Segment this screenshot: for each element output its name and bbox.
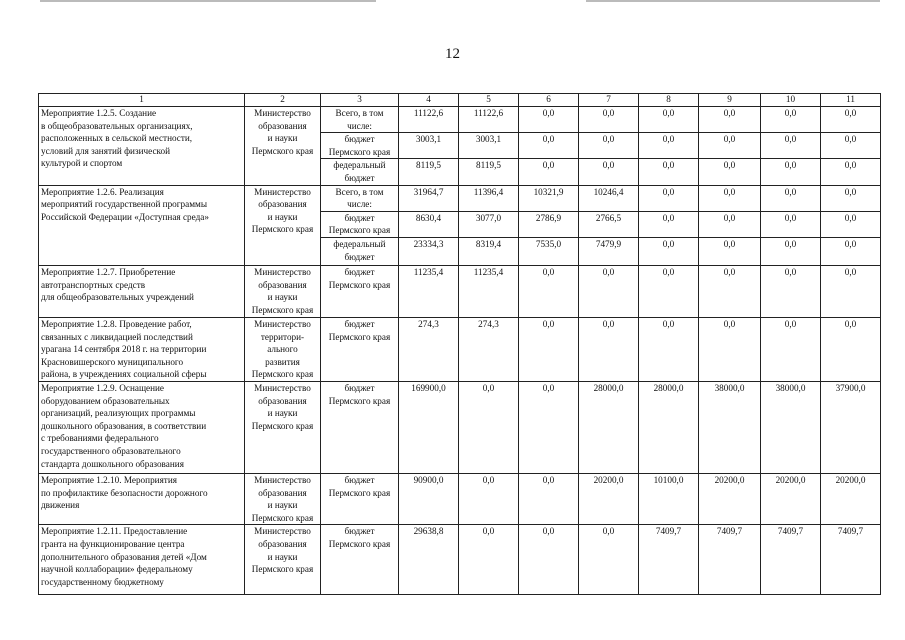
amount-cell: 20200,0: [761, 473, 821, 524]
table-row: [39, 107, 881, 133]
amount-cell: 0,0: [519, 107, 579, 133]
amount-cell: 0,0: [519, 133, 579, 159]
column-number-row: [39, 94, 881, 107]
amount-cell: 0,0: [821, 237, 881, 265]
amount-cell: 0,0: [699, 107, 761, 133]
column-header: 3: [321, 94, 399, 107]
executor: Министерство образования и науки Пермского края: [245, 107, 321, 186]
column-header: 11: [821, 94, 881, 107]
amount-cell: 0,0: [639, 159, 699, 185]
measure-name: Мероприятие 1.2.8. Проведение работ, связанных с ликвидацией последствий урагана 14 сентября 2018 г. на территории Красновишерского муниципального района, в учреждениях социальной сферы: [39, 317, 245, 381]
column-header: 7: [579, 94, 639, 107]
amount-cell: 0,0: [821, 159, 881, 185]
measure-name: Мероприятие 1.2.10. Мероприятия по профилактике безопасности дорожного движения: [39, 473, 245, 524]
amount-cell: 0,0: [639, 185, 699, 211]
executor: Министерство территори- ального развития Пермского края: [245, 317, 321, 381]
amount-cell: 11122,6: [459, 107, 519, 133]
amount-cell: 0,0: [699, 237, 761, 265]
amount-cell: 0,0: [761, 159, 821, 185]
amount-cell: 0,0: [761, 237, 821, 265]
table-row: [39, 317, 881, 381]
amount-cell: 11122,6: [399, 107, 459, 133]
amount-cell: 29638,8: [399, 525, 459, 595]
amount-cell: 0,0: [519, 317, 579, 381]
amount-cell: 0,0: [519, 473, 579, 524]
column-header: 5: [459, 94, 519, 107]
amount-cell: 0,0: [821, 107, 881, 133]
amount-cell: 8319,4: [459, 237, 519, 265]
table-row: [39, 525, 881, 595]
funding-source: Всего, в том числе:: [321, 107, 399, 133]
amount-cell: 2786,9: [519, 211, 579, 237]
column-header: 6: [519, 94, 579, 107]
amount-cell: 28000,0: [639, 381, 699, 473]
amount-cell: 0,0: [519, 265, 579, 317]
amount-cell: 0,0: [639, 107, 699, 133]
amount-cell: 20200,0: [699, 473, 761, 524]
amount-cell: 11235,4: [399, 265, 459, 317]
amount-cell: 3003,1: [459, 133, 519, 159]
executor: Министерство образования и науки Пермского края: [245, 185, 321, 265]
funding-source: бюджет Пермского края: [321, 211, 399, 237]
amount-cell: 0,0: [699, 133, 761, 159]
column-header: 9: [699, 94, 761, 107]
measure-name: Мероприятие 1.2.5. Создание в общеобразовательных организациях, расположенных в сельской местности, условий для занятий физической культурой и спортом: [39, 107, 245, 186]
column-header: 4: [399, 94, 459, 107]
amount-cell: 0,0: [761, 185, 821, 211]
funding-source: бюджет Пермского края: [321, 317, 399, 381]
amount-cell: 0,0: [761, 107, 821, 133]
amount-cell: 0,0: [821, 185, 881, 211]
amount-cell: 10246,4: [579, 185, 639, 211]
executor: Министерство образования и науки Пермского края: [245, 525, 321, 595]
amount-cell: 7535,0: [519, 237, 579, 265]
amount-cell: 0,0: [699, 185, 761, 211]
amount-cell: 0,0: [821, 317, 881, 381]
amount-cell: 37900,0: [821, 381, 881, 473]
measure-name: Мероприятие 1.2.11. Предоставление гранта на функционирование центра дополнительного образования детей «Дом научной коллаборации» федеральному государственному бюджетному: [39, 525, 245, 595]
scan-artifact-top: [40, 0, 880, 2]
amount-cell: 274,3: [459, 317, 519, 381]
amount-cell: 11396,4: [459, 185, 519, 211]
amount-cell: 0,0: [821, 133, 881, 159]
amount-cell: 0,0: [579, 265, 639, 317]
column-header: 2: [245, 94, 321, 107]
amount-cell: 20200,0: [579, 473, 639, 524]
amount-cell: 0,0: [579, 159, 639, 185]
amount-cell: 10321,9: [519, 185, 579, 211]
column-header: 8: [639, 94, 699, 107]
amount-cell: 0,0: [579, 107, 639, 133]
amount-cell: 0,0: [639, 211, 699, 237]
amount-cell: 0,0: [519, 159, 579, 185]
amount-cell: 169900,0: [399, 381, 459, 473]
funding-source: бюджет Пермского края: [321, 525, 399, 595]
amount-cell: 0,0: [579, 317, 639, 381]
funding-table: [38, 93, 881, 595]
amount-cell: 7409,7: [699, 525, 761, 595]
amount-cell: 0,0: [579, 133, 639, 159]
amount-cell: 0,0: [579, 525, 639, 595]
amount-cell: 38000,0: [761, 381, 821, 473]
amount-cell: 31964,7: [399, 185, 459, 211]
executor: Министерство образования и науки Пермского края: [245, 265, 321, 317]
amount-cell: 0,0: [519, 525, 579, 595]
measure-name: Мероприятие 1.2.6. Реализация мероприятий государственной программы Российской Федерации «Доступная среда»: [39, 185, 245, 265]
table-row: [39, 265, 881, 317]
measure-name: Мероприятие 1.2.9. Оснащение оборудованием образовательных организаций, реализующих программы дошкольного образования, в соответствии с требованиями федерального государственного образовательного стандарта дошкольного образования: [39, 381, 245, 473]
amount-cell: 10100,0: [639, 473, 699, 524]
amount-cell: 28000,0: [579, 381, 639, 473]
amount-cell: 7409,7: [639, 525, 699, 595]
amount-cell: 3003,1: [399, 133, 459, 159]
amount-cell: 0,0: [639, 265, 699, 317]
amount-cell: 0,0: [761, 211, 821, 237]
funding-source: Всего, в том числе:: [321, 185, 399, 211]
table-row: [39, 185, 881, 211]
executor: Министерство образования и науки Пермского края: [245, 381, 321, 473]
amount-cell: 0,0: [761, 317, 821, 381]
amount-cell: 0,0: [459, 525, 519, 595]
amount-cell: 7409,7: [821, 525, 881, 595]
amount-cell: 3077,0: [459, 211, 519, 237]
table-row: [39, 381, 881, 473]
amount-cell: 8630,4: [399, 211, 459, 237]
amount-cell: 8119,5: [399, 159, 459, 185]
page-number: 12: [445, 46, 460, 62]
funding-source: бюджет Пермского края: [321, 133, 399, 159]
executor: Министерство образования и науки Пермского края: [245, 473, 321, 524]
amount-cell: 0,0: [459, 381, 519, 473]
funding-source: бюджет Пермского края: [321, 265, 399, 317]
measure-name: Мероприятие 1.2.7. Приобретение автотранспортных средств для общеобразовательных учреждений: [39, 265, 245, 317]
amount-cell: 8119,5: [459, 159, 519, 185]
funding-source: федеральный бюджет: [321, 237, 399, 265]
amount-cell: 0,0: [699, 317, 761, 381]
amount-cell: 0,0: [639, 133, 699, 159]
amount-cell: 0,0: [699, 159, 761, 185]
amount-cell: 0,0: [519, 381, 579, 473]
amount-cell: 0,0: [459, 473, 519, 524]
table-row: [39, 473, 881, 524]
amount-cell: 0,0: [639, 317, 699, 381]
amount-cell: 7479,9: [579, 237, 639, 265]
column-header: 10: [761, 94, 821, 107]
amount-cell: 90900,0: [399, 473, 459, 524]
funding-source: федеральный бюджет: [321, 159, 399, 185]
amount-cell: 2766,5: [579, 211, 639, 237]
amount-cell: 38000,0: [699, 381, 761, 473]
amount-cell: 20200,0: [821, 473, 881, 524]
amount-cell: 0,0: [639, 237, 699, 265]
amount-cell: 0,0: [699, 211, 761, 237]
amount-cell: 0,0: [699, 265, 761, 317]
amount-cell: 7409,7: [761, 525, 821, 595]
funding-source: бюджет Пермского края: [321, 473, 399, 524]
column-header: 1: [39, 94, 245, 107]
amount-cell: 274,3: [399, 317, 459, 381]
amount-cell: 0,0: [761, 133, 821, 159]
amount-cell: 23334,3: [399, 237, 459, 265]
amount-cell: 0,0: [821, 211, 881, 237]
amount-cell: 0,0: [761, 265, 821, 317]
amount-cell: 0,0: [821, 265, 881, 317]
amount-cell: 11235,4: [459, 265, 519, 317]
funding-source: бюджет Пермского края: [321, 381, 399, 473]
